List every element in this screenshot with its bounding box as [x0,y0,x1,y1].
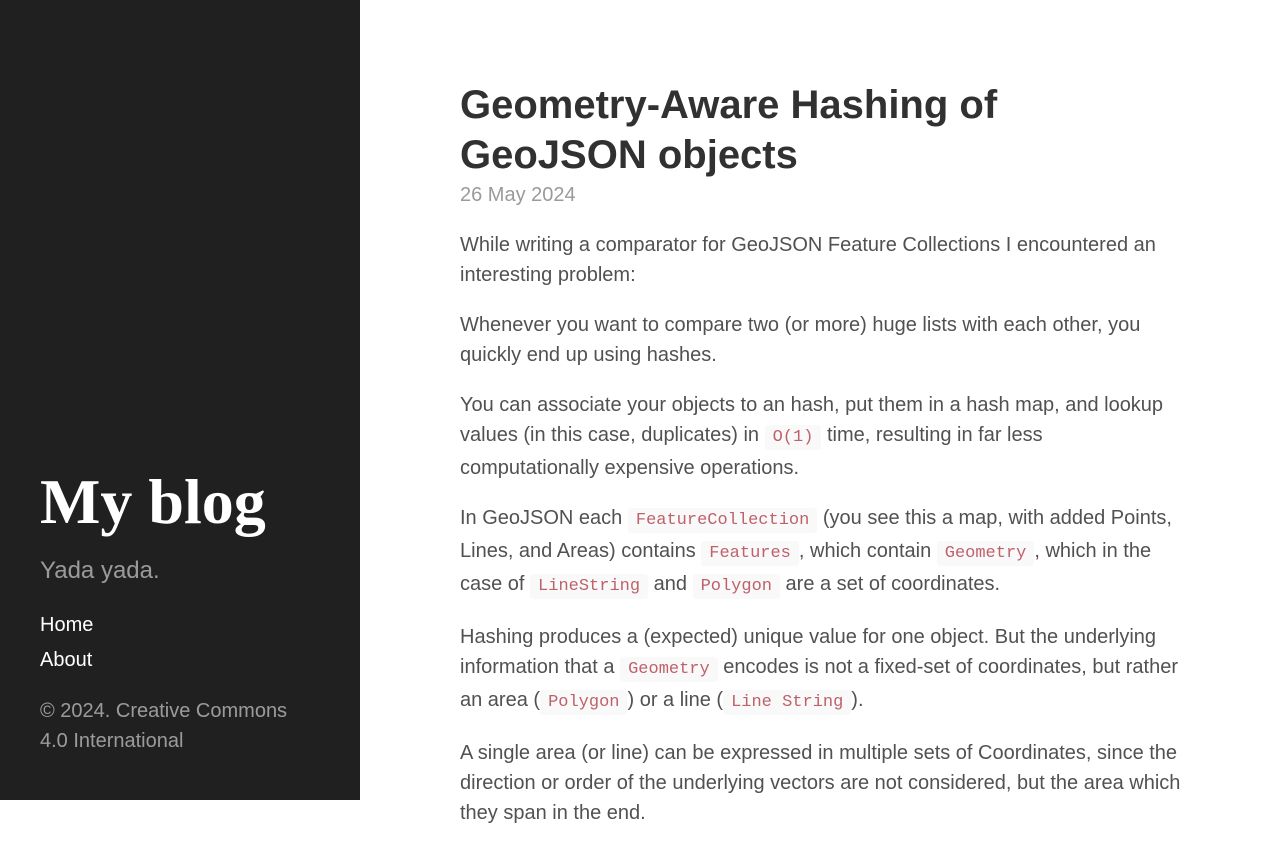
site-tagline: Yada yada. [40,557,160,584]
paragraph-area-coordinates: A single area (or line) can be expressed in multiple sets of Coordinates, since the direction or order of the underlying vectors are not considered, but the area which they span in the end. [460,742,1181,824]
text-segment: , which contain [798,540,937,562]
text-segment: and [648,573,693,595]
text-segment: are a set of coordinates. [779,573,1001,595]
sidebar [0,0,360,800]
text-segment: You can associate your objects to an hash, put them in a hash map, and lookup values (in this case, duplicates) in [460,394,1164,446]
nav-about-link[interactable]: About [40,649,93,671]
nav-home-link[interactable]: Home [40,614,94,636]
post-date: 26 May 2024 [460,184,576,206]
text-segment: time, resulting in far less computationally expensive operations. [460,424,1043,479]
inline-code: LineString [530,574,648,599]
post [460,80,1182,828]
post-title: Geometry-Aware Hashing of GeoJSON objects [460,83,998,177]
paragraph-hash-map [460,390,1182,483]
text-segment: ) or a line ( [627,689,724,711]
paragraph-hashing-geometry [460,622,1182,718]
sidebar-content [40,462,320,756]
text-segment: ). [851,689,864,711]
text-segment: (you see this a map, with added Points, Lines, and Areas) contains [460,507,1172,562]
inline-code: Line String [723,690,851,715]
text-segment: encodes is not a fixed-set of coordinates, but rather an area ( [460,656,1178,711]
text-segment: Hashing produces a (expected) unique value for one object. But the underlying information that a [460,626,1157,678]
paragraph-hashes: Whenever you want to compare two (or more) huge lists with each other, you quickly end up using hashes. [460,314,1141,366]
text-segment: In GeoJSON each [460,507,628,529]
inline-code: Polygon [693,574,780,599]
inline-code: O(1) [765,425,822,450]
main-content [460,80,1182,848]
inline-code: Geometry [937,541,1035,566]
inline-code: Geometry [620,657,718,682]
text-segment: , which in the case of [460,540,1152,595]
site-title-link[interactable]: My blog [40,466,266,537]
inline-code: Polygon [540,690,627,715]
copyright-notice: © 2024. Creative Commons 4.0 International [40,700,288,752]
inline-code: Features [701,541,799,566]
post-body [460,230,1182,828]
paragraph-intro: While writing a comparator for GeoJSON Feature Collections I encountered an interesting problem: [460,234,1156,286]
sidebar-nav [40,608,320,678]
inline-code: FeatureCollection [628,508,817,533]
paragraph-geojson-structure [460,503,1182,602]
